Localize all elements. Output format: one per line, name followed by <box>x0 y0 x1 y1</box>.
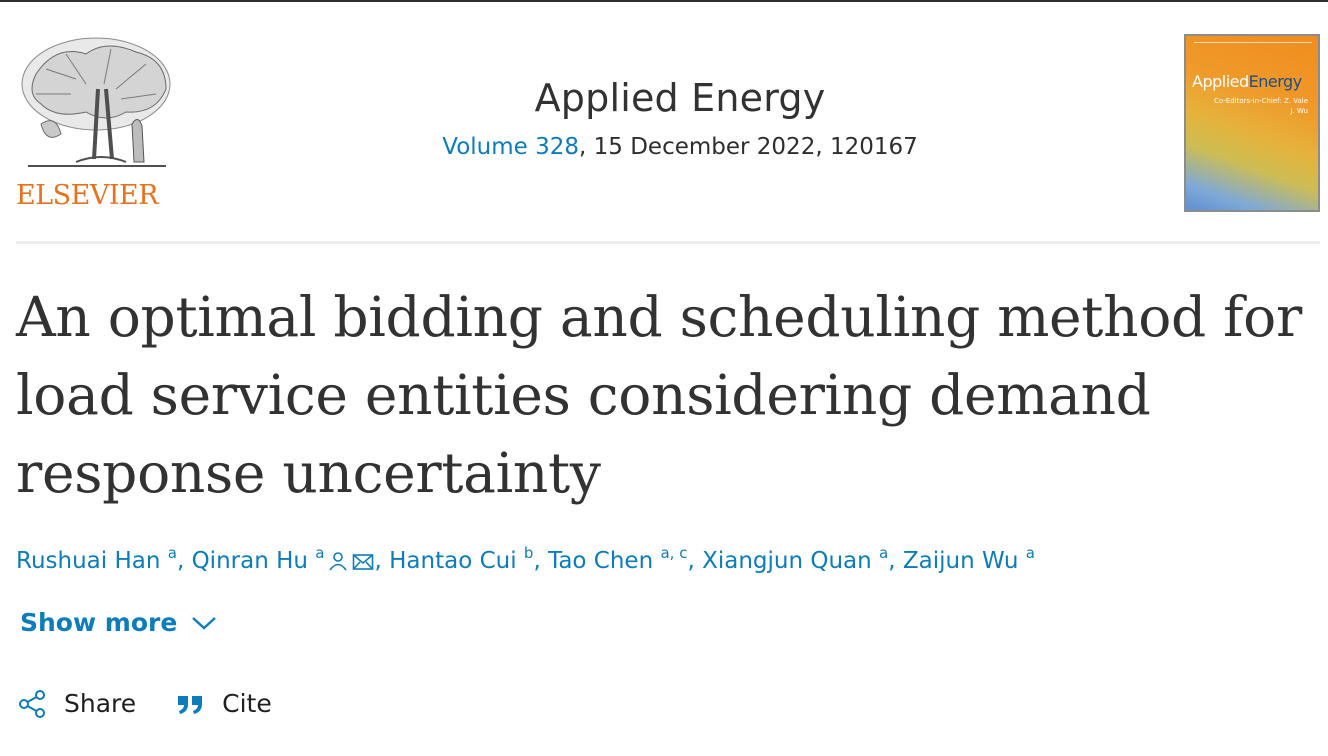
show-more-label: Show more <box>20 608 178 637</box>
author-link[interactable] <box>191 544 375 574</box>
author-separator: , <box>533 548 549 574</box>
author-link[interactable] <box>389 544 534 574</box>
header-divider <box>16 241 1320 244</box>
author-name: Tao Chen <box>548 548 654 574</box>
journal-issue-info <box>330 134 1030 160</box>
author-name: Qinran Hu <box>191 548 308 574</box>
cover-editors-line-2: J. Wu <box>1290 107 1308 115</box>
journal-header <box>330 76 1030 160</box>
journal-title-link[interactable]: Applied Energy <box>534 76 826 120</box>
cover-journal-title <box>1192 72 1302 91</box>
author-link[interactable] <box>702 544 889 574</box>
cover-editors-line-1: Co-Editors-in-Chief: Z. Vale <box>1213 97 1308 105</box>
article-title: An optimal bidding and scheduling method for load service entities considering demand response uncertainty <box>16 285 1302 505</box>
affiliation-sup: a <box>879 544 889 562</box>
share-icon <box>18 688 48 718</box>
author-name: Rushuai Han <box>16 548 161 574</box>
author-name: Hantao Cui <box>389 548 517 574</box>
author-separator: , <box>176 548 192 574</box>
cover-editors <box>1214 96 1308 116</box>
author-name: Zaijun Wu <box>902 548 1019 574</box>
cover-title-applied: Applied <box>1192 72 1249 91</box>
volume-link[interactable]: Volume 328 <box>442 134 580 160</box>
cover-title-energy: Energy <box>1248 72 1302 91</box>
affiliation-sup: a, c <box>660 544 688 562</box>
author-separator: , <box>687 548 703 574</box>
affiliation-sup: a <box>167 544 177 562</box>
author-link[interactable] <box>902 544 1035 574</box>
affiliation-sup: a <box>1025 544 1035 562</box>
share-label: Share <box>64 688 137 718</box>
envelope-icon <box>352 553 374 571</box>
article-actions <box>18 688 272 718</box>
author-separator: , <box>888 548 903 574</box>
affiliation-sup: a <box>315 544 325 562</box>
quote-icon <box>176 690 206 716</box>
journal-cover-image[interactable] <box>1184 34 1320 212</box>
issue-details: , 15 December 2022, 120167 <box>579 134 918 160</box>
author-link[interactable] <box>16 544 177 574</box>
share-button[interactable] <box>18 688 136 718</box>
chevron-down-icon <box>191 615 217 631</box>
cover-header-line <box>1194 42 1312 46</box>
show-more-button[interactable] <box>20 608 217 637</box>
person-icon <box>328 551 348 571</box>
author-list <box>16 544 1316 574</box>
author-separator: , <box>374 548 390 574</box>
author-link[interactable] <box>548 544 688 574</box>
author-name: Xiangjun Quan <box>702 548 872 574</box>
cite-label: Cite <box>222 688 272 718</box>
top-border <box>0 0 1328 2</box>
elsevier-logo[interactable] <box>16 34 176 214</box>
cite-button[interactable] <box>176 689 272 718</box>
elsevier-tree-icon <box>16 34 176 174</box>
affiliation-sup: b <box>523 544 534 562</box>
publisher-name: ELSEVIER <box>16 180 159 211</box>
